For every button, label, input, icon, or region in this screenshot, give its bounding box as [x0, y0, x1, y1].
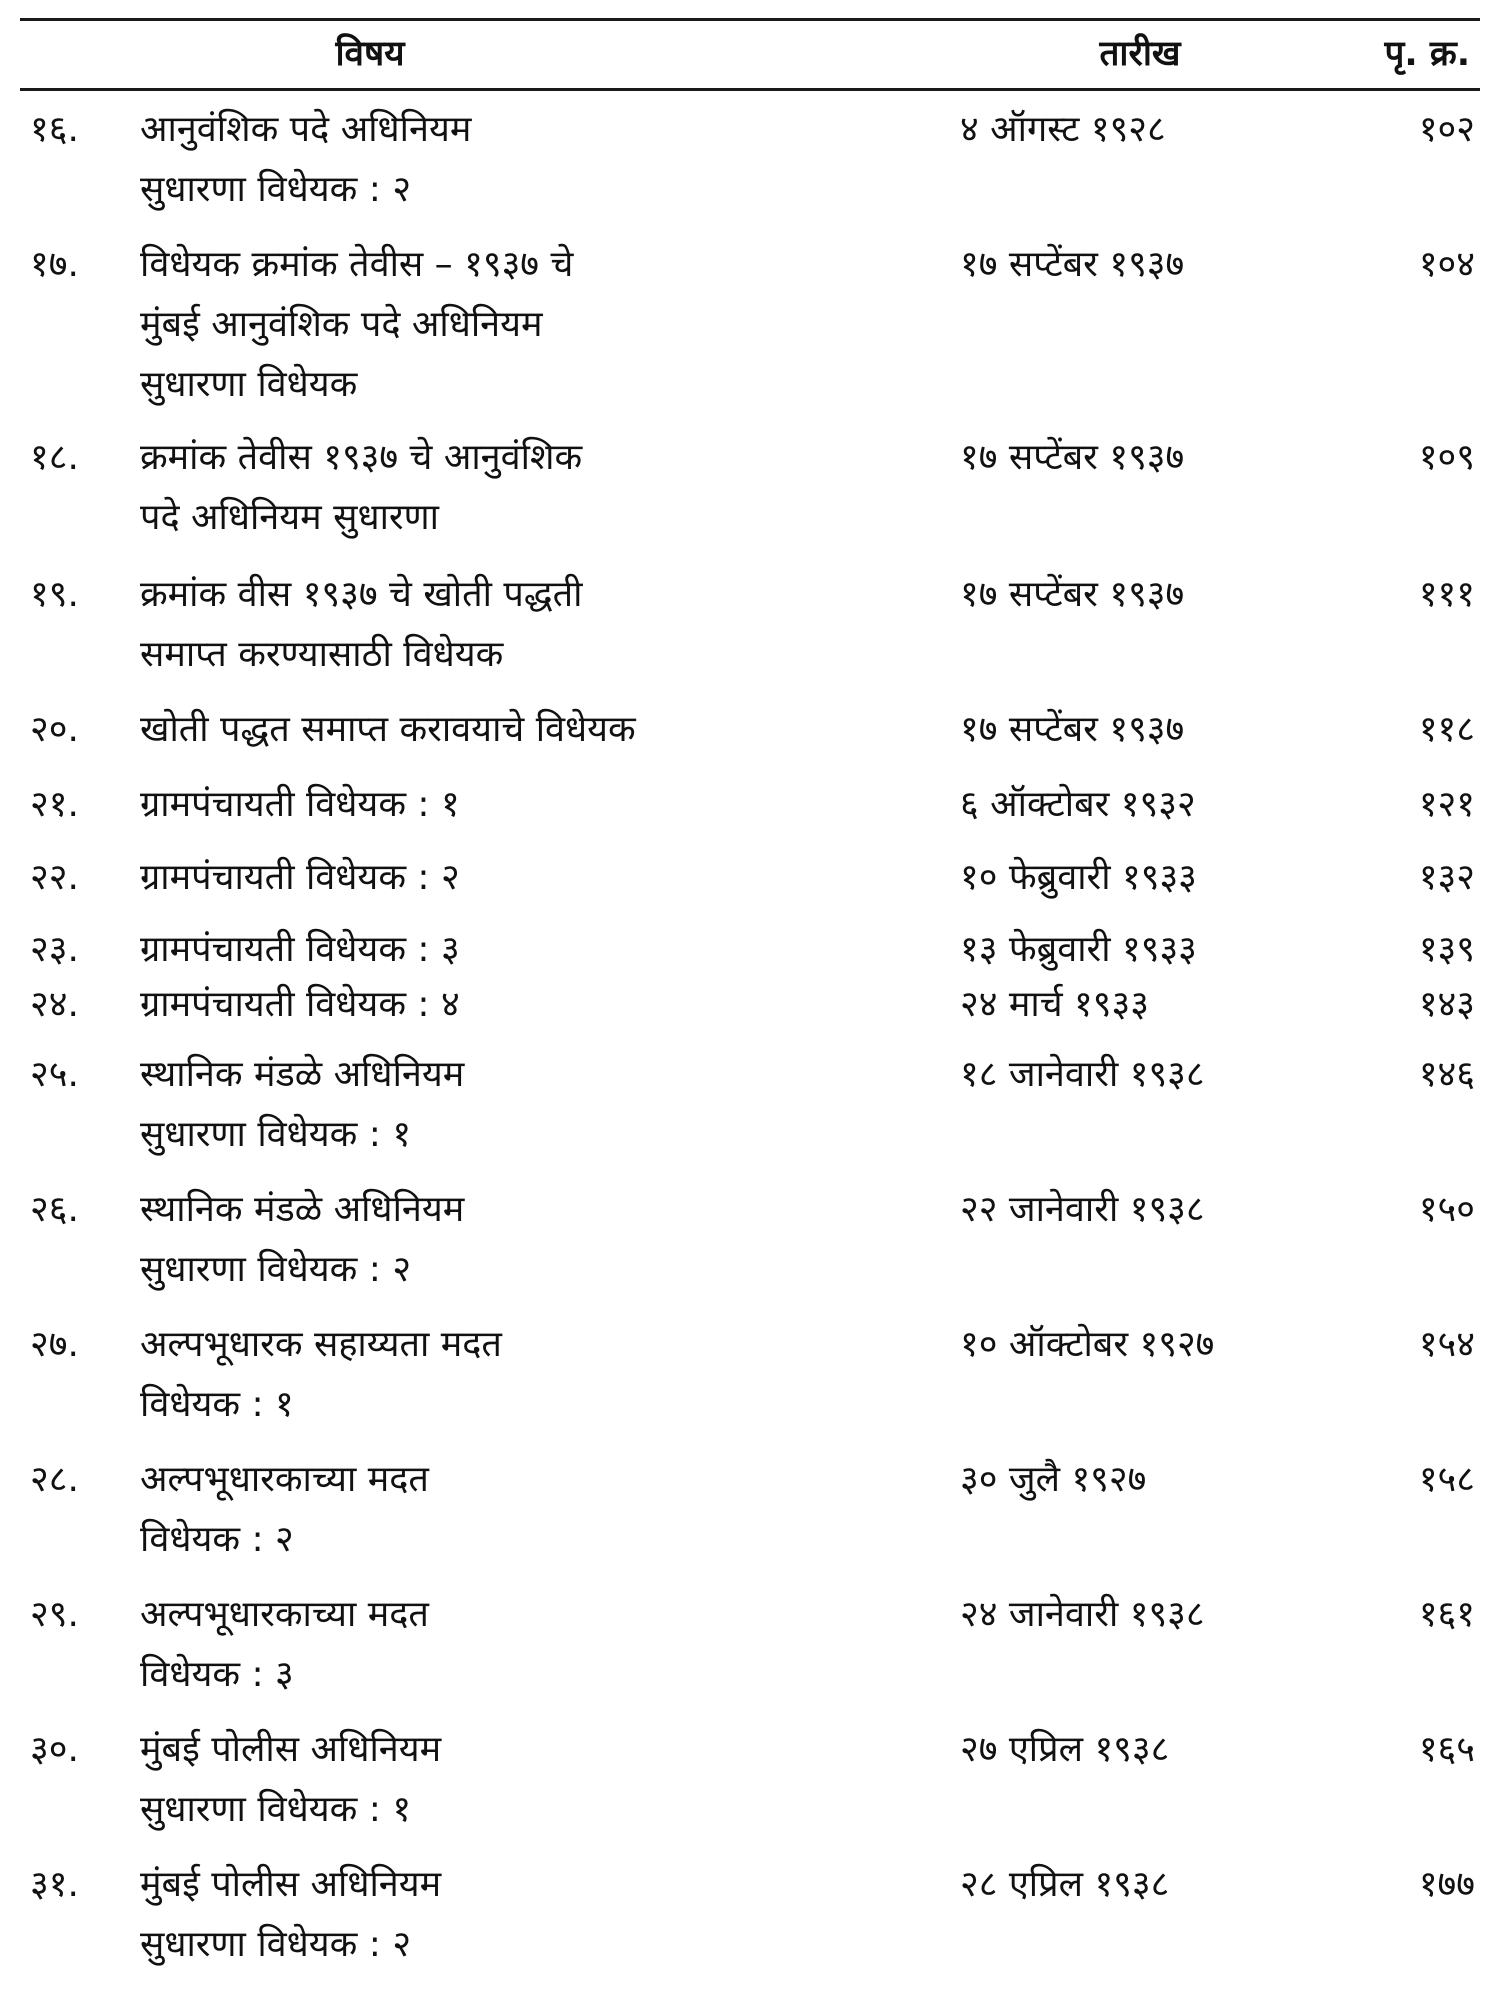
- entry-page-number: ११८: [1418, 709, 1475, 750]
- entry-subject-line: पदे अधिनियम सुधारणा: [140, 497, 440, 538]
- entry-subject: [140, 100, 940, 220]
- entry-subject-line: सुधारणा विधेयक : २: [140, 1924, 412, 1965]
- entry-number: २७.: [30, 1324, 79, 1365]
- entry-subject-line: विधेयक : ३: [140, 1654, 294, 1695]
- entry-subject: [140, 1315, 940, 1435]
- entry-number: २१.: [30, 784, 79, 825]
- entry-subject-line: क्रमांक तेवीस १९३७ चे आनुवंशिक: [140, 437, 583, 478]
- entry-number: ३१.: [30, 1864, 79, 1905]
- entry-page-number: १६१: [1418, 1594, 1475, 1635]
- entry-subject: [140, 1045, 940, 1165]
- entry-subject-line: अल्पभूधारकाच्या मदत: [140, 1459, 429, 1500]
- entry-date: २८ एप्रिल १९३८: [960, 1864, 1170, 1905]
- entry-subject-line: अल्पभूधारक सहाय्यता मदत: [140, 1324, 502, 1365]
- entry-subject: [140, 775, 940, 835]
- entry-date: १७ सप्टेंबर १९३७: [960, 244, 1185, 285]
- entry-number: १९.: [30, 574, 79, 615]
- entry-subject: [140, 1450, 940, 1570]
- entry-page-number: १०९: [1418, 437, 1475, 478]
- entry-number: १८.: [30, 437, 79, 478]
- entry-subject-line: मुंबई पोलीस अधिनियम: [140, 1864, 442, 1905]
- entry-subject-line: सुधारणा विधेयक: [140, 364, 358, 405]
- entry-page-number: १५४: [1418, 1324, 1475, 1365]
- entry-page-number: १५०: [1418, 1189, 1475, 1230]
- entry-subject: [140, 700, 940, 760]
- entry-date: १७ सप्टेंबर १९३७: [960, 574, 1185, 615]
- entry-subject-line: समाप्त करण्यासाठी विधेयक: [140, 634, 504, 675]
- entry-subject: [140, 1720, 940, 1840]
- entry-number: २८.: [30, 1459, 79, 1500]
- entry-subject-line: स्थानिक मंडळे अधिनियम: [140, 1054, 465, 1095]
- entry-page-number: १३२: [1418, 857, 1475, 898]
- entry-subject-line: मुंबई आनुवंशिक पदे अधिनियम: [140, 304, 543, 345]
- entry-date: २४ मार्च १९३३: [960, 984, 1149, 1025]
- entry-subject-line: ग्रामपंचायती विधेयक : १: [140, 784, 460, 825]
- entry-subject-line: विधेयक : २: [140, 1519, 294, 1560]
- entry-subject: [140, 565, 940, 685]
- entry-number: २९.: [30, 1594, 79, 1635]
- entry-page-number: १७७: [1418, 1864, 1475, 1905]
- entry-page-number: १३९: [1418, 929, 1475, 970]
- entry-subject-line: सुधारणा विधेयक : १: [140, 1114, 412, 1155]
- entry-number: २२.: [30, 857, 79, 898]
- column-header-date: तारीख: [1099, 34, 1181, 74]
- entry-subject: [140, 1585, 940, 1705]
- entry-subject: [140, 235, 940, 415]
- entry-page-number: १११: [1418, 574, 1475, 615]
- entry-subject: [140, 1180, 940, 1300]
- entry-subject-line: स्थानिक मंडळे अधिनियम: [140, 1189, 465, 1230]
- entry-subject-line: सुधारणा विधेयक : २: [140, 1249, 412, 1290]
- entry-subject-line: ग्रामपंचायती विधेयक : २: [140, 857, 460, 898]
- entry-date: २२ जानेवारी १९३८: [960, 1189, 1205, 1230]
- entry-date: ६ ऑक्टोबर १९३२: [960, 784, 1196, 825]
- entry-number: २५.: [30, 1054, 79, 1095]
- entry-page-number: १४३: [1418, 984, 1475, 1025]
- entry-number: २४.: [30, 984, 79, 1025]
- entry-number: ३०.: [30, 1729, 79, 1770]
- entry-subject-line: खोती पद्धत समाप्त करावयाचे विधेयक: [140, 709, 636, 750]
- entry-subject-line: सुधारणा विधेयक : १: [140, 1789, 412, 1830]
- entry-page-number: १६५: [1418, 1729, 1475, 1770]
- entry-date: २७ एप्रिल १९३८: [960, 1729, 1170, 1770]
- entry-date: १७ सप्टेंबर १९३७: [960, 709, 1185, 750]
- entry-number: २६.: [30, 1189, 79, 1230]
- entry-subject: [140, 920, 940, 980]
- entry-number: २३.: [30, 929, 79, 970]
- entry-number: १६.: [30, 109, 79, 150]
- entry-subject-line: ग्रामपंचायती विधेयक : ३: [140, 929, 460, 970]
- entry-date: १७ सप्टेंबर १९३७: [960, 437, 1185, 478]
- entry-page-number: १५८: [1418, 1459, 1475, 1500]
- entry-date: १० फेब्रुवारी १९३३: [960, 857, 1197, 898]
- entry-date: २४ जानेवारी १९३८: [960, 1594, 1205, 1635]
- entry-date: १३ फेब्रुवारी १९३३: [960, 929, 1197, 970]
- entry-subject-line: विधेयक क्रमांक तेवीस – १९३७ चे: [140, 244, 574, 285]
- entry-date: ३० जुलै १९२७: [960, 1459, 1147, 1500]
- entry-date: ४ ऑगस्ट १९२८: [960, 109, 1166, 150]
- entry-subject-line: सुधारणा विधेयक : २: [140, 169, 412, 210]
- entry-subject-line: ग्रामपंचायती विधेयक : ४: [140, 984, 460, 1025]
- entry-subject: [140, 848, 940, 908]
- entry-subject-line: अल्पभूधारकाच्या मदत: [140, 1594, 429, 1635]
- entry-subject-line: विधेयक : १: [140, 1384, 294, 1425]
- entry-subject: [140, 1855, 940, 1975]
- entry-subject-line: आनुवंशिक पदे अधिनियम: [140, 109, 472, 150]
- entry-number: २०.: [30, 709, 79, 750]
- entry-page-number: १२१: [1418, 784, 1475, 825]
- column-header-subject: विषय: [335, 34, 405, 74]
- entry-subject-line: क्रमांक वीस १९३७ चे खोती पद्धती: [140, 574, 583, 615]
- entry-subject: [140, 428, 940, 548]
- entry-page-number: १०२: [1418, 109, 1475, 150]
- entry-page-number: १४६: [1418, 1054, 1475, 1095]
- entry-date: १० ऑक्टोबर १९२७: [960, 1324, 1215, 1365]
- entry-subject-line: मुंबई पोलीस अधिनियम: [140, 1729, 442, 1770]
- entry-number: १७.: [30, 244, 79, 285]
- entry-subject: [140, 975, 940, 1035]
- entry-page-number: १०४: [1418, 244, 1475, 285]
- column-header-page: पृ. क्र.: [1384, 34, 1470, 74]
- entry-date: १८ जानेवारी १९३८: [960, 1054, 1205, 1095]
